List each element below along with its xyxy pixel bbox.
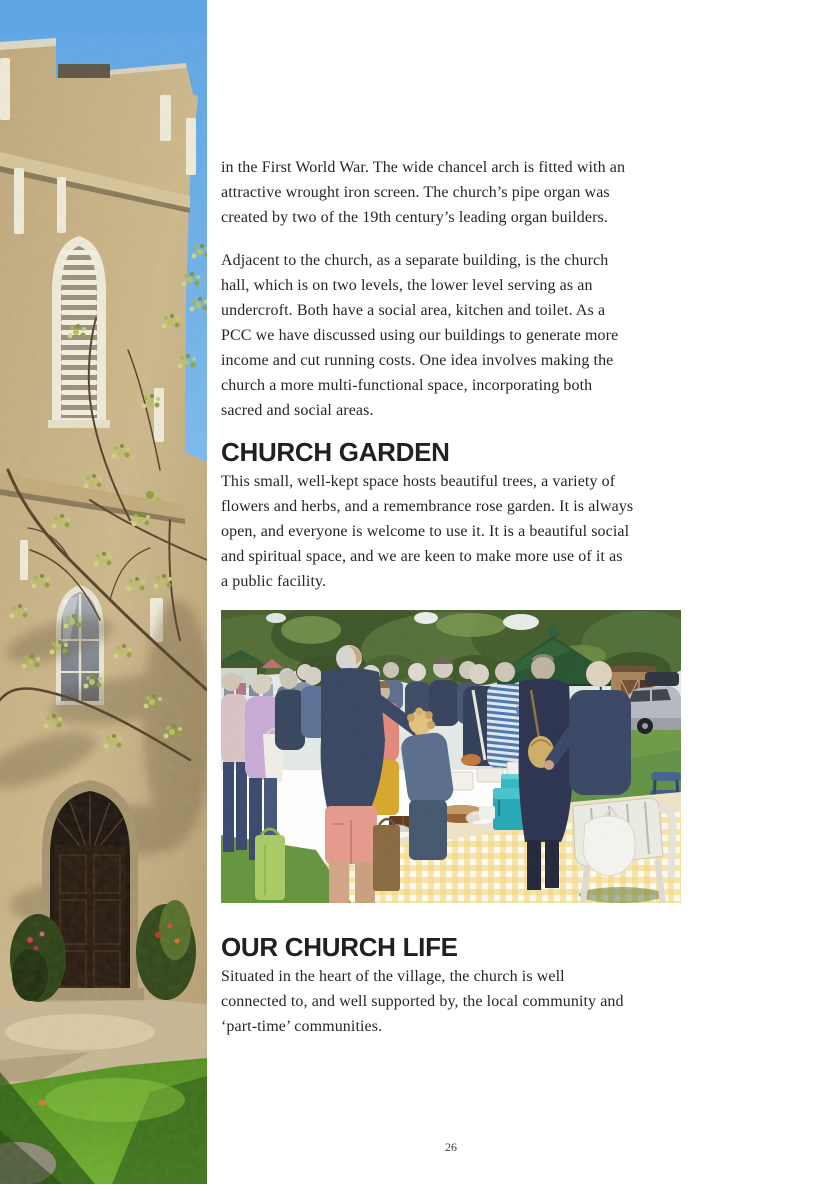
intro-paragraph: in the First World War. The wide chancel arch is fitted with an attractive wrought iron screen. The church’s pipe organ was created by two of the 19th century’s leading organ builders. [221,159,626,226]
text-column [221,155,691,1039]
church-garden-paragraph: This small, well-kept space hosts beautiful trees, a variety of flowers and herbs, and a remembrance rose garden. It is always open, and everyone is welcome to use it. It is a beautiful social and spiritual space, and we are keen to make more use of it as a public facility. [221,473,634,590]
page-number: 26 [445,1140,457,1154]
section-heading-church-garden: CHURCH GARDEN [221,437,450,467]
church-hall-paragraph: Adjacent to the church, as a separate building, is the church hall, which is on two levels, the lower level serving as an undercroft. Both have a social area, kitchen and toilet. As a PCC we have discussed using our buildings to generate more income and cut running costs. One idea involves making the church a more multi-functional space, incorporating both sacred and social areas. [221,252,619,419]
church-tower-photo [0,0,207,1184]
section-heading-our-church-life: OUR CHURCH LIFE [221,932,458,962]
our-church-life-paragraph: Situated in the heart of the village, the church is well connected to, and well supported by, the local community and ‘part-time’ communities. [221,968,624,1035]
bake-sale-photo [221,610,681,903]
